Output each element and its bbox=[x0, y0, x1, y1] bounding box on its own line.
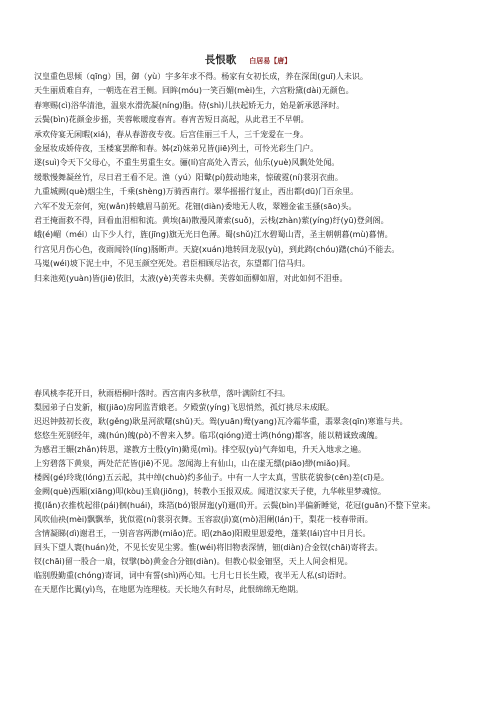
poem-line: 金屋妆成娇侍夜，玉楼宴罢醉和春。姊(zǐ)妹弟兄皆(jiē)列土，可怜光彩生门户。 bbox=[34, 144, 319, 154]
poem-line: 揽(lǎn)衣推枕起徘(pái)徊(huái)，珠箔(bó)银屏迤(yǐ)逦(lǐ)开。云鬓(bìn)半偏新睡觉，花冠(guān)不整下堂来。 bbox=[34, 500, 436, 510]
poem-line: 楼阁(gé)玲珑(lóng)五云起，其中绰(chuò)约多仙子。中有一人字太真，雪肤花貌参(cēn)差(cī)是。 bbox=[34, 472, 389, 482]
poem-line: 迟迟钟鼓初长夜，耿(gěng)耿星河欲曙(shǔ)天。鸳(yuān)鸯(yang)瓦冷霜华重，翡翠衾(qīn)寒谁与共。 bbox=[34, 416, 408, 426]
poem-line: 临别殷勤重(chóng)寄词，词中有誓(shì)两心知。七月七日长生殿，夜半无人私(sī)语时。 bbox=[34, 570, 352, 580]
poem-line: 天生丽质难自弃，一朝选在君王侧。回眸(móu)一笑百媚(mèi)生，六宫粉黛(dài)无颜色。 bbox=[34, 86, 354, 96]
poem-line: 梨园弟子白发新，椒(jiāo)房阿监青娥老。夕殿萤(yíng)飞思悄然，孤灯挑尽未成眠。 bbox=[34, 402, 334, 412]
title-text: 長恨歌 bbox=[204, 54, 237, 66]
poem-line: 九重城阙(què)烟尘生，千乘(shèng)万骑西南行。翠华摇摇行复止，西出都(dū)门百余里。 bbox=[34, 187, 359, 197]
poem-section-1 bbox=[34, 70, 464, 286]
poem-line: 六军不发无奈何，宛(wǎn)转蛾眉马前死。花钿(diàn)委地无人收，翠翘金雀玉搔(sāo)头。 bbox=[34, 201, 357, 211]
poem-line: 在天愿作比翼(yì)鸟，在地愿为连理枝。天长地久有时尽，此恨绵绵无绝期。 bbox=[34, 584, 304, 594]
poem-line: 回头下望人寰(huán)处，不见长安见尘雾。惟(wéi)将旧物表深情，钿(diàn)合金钗(chāi)寄将去。 bbox=[34, 542, 383, 552]
poem-line: 遂(suì)令天下父母心，不重生男重生女。骊(lí)宫高处入青云，仙乐(yuè)风飘处处闻。 bbox=[34, 158, 340, 168]
poem-line: 行宫见月伤心色，夜雨闻铃(líng)肠断声。天旋(xuán)地转回龙驭(yù)，到此踌(chóu)躇(chú)不能去。 bbox=[34, 244, 400, 254]
poem-line: 云鬓(bìn)花颜金步摇，芙蓉帐暖度春宵。春宵苦短日高起，从此君王不早朝。 bbox=[34, 115, 309, 125]
poem-title bbox=[0, 48, 496, 67]
poem-line: 上穷碧落下黄泉，两处茫茫皆(jiē)不见。忽闻海上有仙山，山在虚无缥(piāo)缈(miǎo)间。 bbox=[34, 458, 356, 468]
poem-line: 风吹仙袂(mèi)飘飘举，犹似霓(ní)裳羽衣舞。玉容寂(jì)寞(mò)泪阑(lán)干，梨花一枝春带雨。 bbox=[34, 514, 373, 524]
poem-line: 春寒赐(cì)浴华清池，温泉水滑洗凝(níng)脂。侍(shì)儿扶起娇无力，始是新承恩泽时。 bbox=[34, 100, 345, 110]
poem-line: 归来池苑(yuàn)皆(jiē)依旧，太液(yè)芙蓉未央柳。芙蓉如面柳如眉，对此如何不泪垂。 bbox=[34, 273, 348, 283]
poem-line: 缓歌慢舞凝丝竹，尽日君王看不足。渔（yú）阳鼙(pí)鼓动地来，惊破霓(ní)裳羽衣曲。 bbox=[34, 172, 343, 182]
author-text: 白居易【唐】 bbox=[249, 57, 292, 65]
poem-line: 春风桃李花开日，秋雨梧桐叶落时。西宫南内多秋草，落叶满阶红不扫。 bbox=[34, 389, 290, 398]
poem-line: 含情凝睇(dì)谢君王，一别音容两渺(miǎo)茫。昭(zhāo)阳殿里恩爱绝，蓬莱(lái)宫中日月长。 bbox=[34, 528, 371, 538]
poem-line: 君王掩面救不得，回看血泪相和流。黄埃(āi)散漫风萧索(suǒ)，云栈(zhàn)萦(yíng)纡(yū)登剑阁。 bbox=[34, 216, 389, 226]
poem-line: 汉皇重色思倾（qīng）国，御（yù）宇多年求不得。杨家有女初长成，养在深闺(guī)人未识。 bbox=[34, 72, 368, 81]
poem-line: 峨(é)嵋（méi）山下少人行，旌(jīng)旗无光日色薄。蜀(shǔ)江水碧蜀山青，圣主朝朝暮(mù)暮情。 bbox=[34, 230, 393, 240]
poem-section-2 bbox=[34, 387, 464, 597]
poem-line: 承欢侍宴无闲暇(xiá)，春从春游夜专夜。后宫佳丽三千人，三千宠爱在一身。 bbox=[34, 129, 309, 139]
poem-line: 悠悠生死别经年，魂(hún)魄(pò)不曾来入梦。临邛(qióng)道士鸿(hóng)都客，能以精诚致魂魄。 bbox=[34, 430, 383, 440]
poem-line: 马嵬(wéi)坡下泥土中，不见玉颜空死处。君臣相顾尽沾衣，东望都门信马归。 bbox=[34, 259, 310, 269]
poem-line: 金阙(què)西厢(xiāng)叩(kòu)玉扃(jiōng)，转教小玉报双成。闻道汉家天子使，九华帐里梦魂惊。 bbox=[34, 486, 386, 496]
poem-line: 钗(chāi)留一股合一扇，钗擘(bò)黄金合分钿(diàn)。但教心似金钿坚，天上人间会相见。 bbox=[34, 556, 353, 566]
poem-line: 为感君王辗(zhǎn)转思，遂教方士殷(yīn)勤觅(mì)。排空驭(yù)气奔如电，升天入地求之遍。 bbox=[34, 444, 367, 454]
